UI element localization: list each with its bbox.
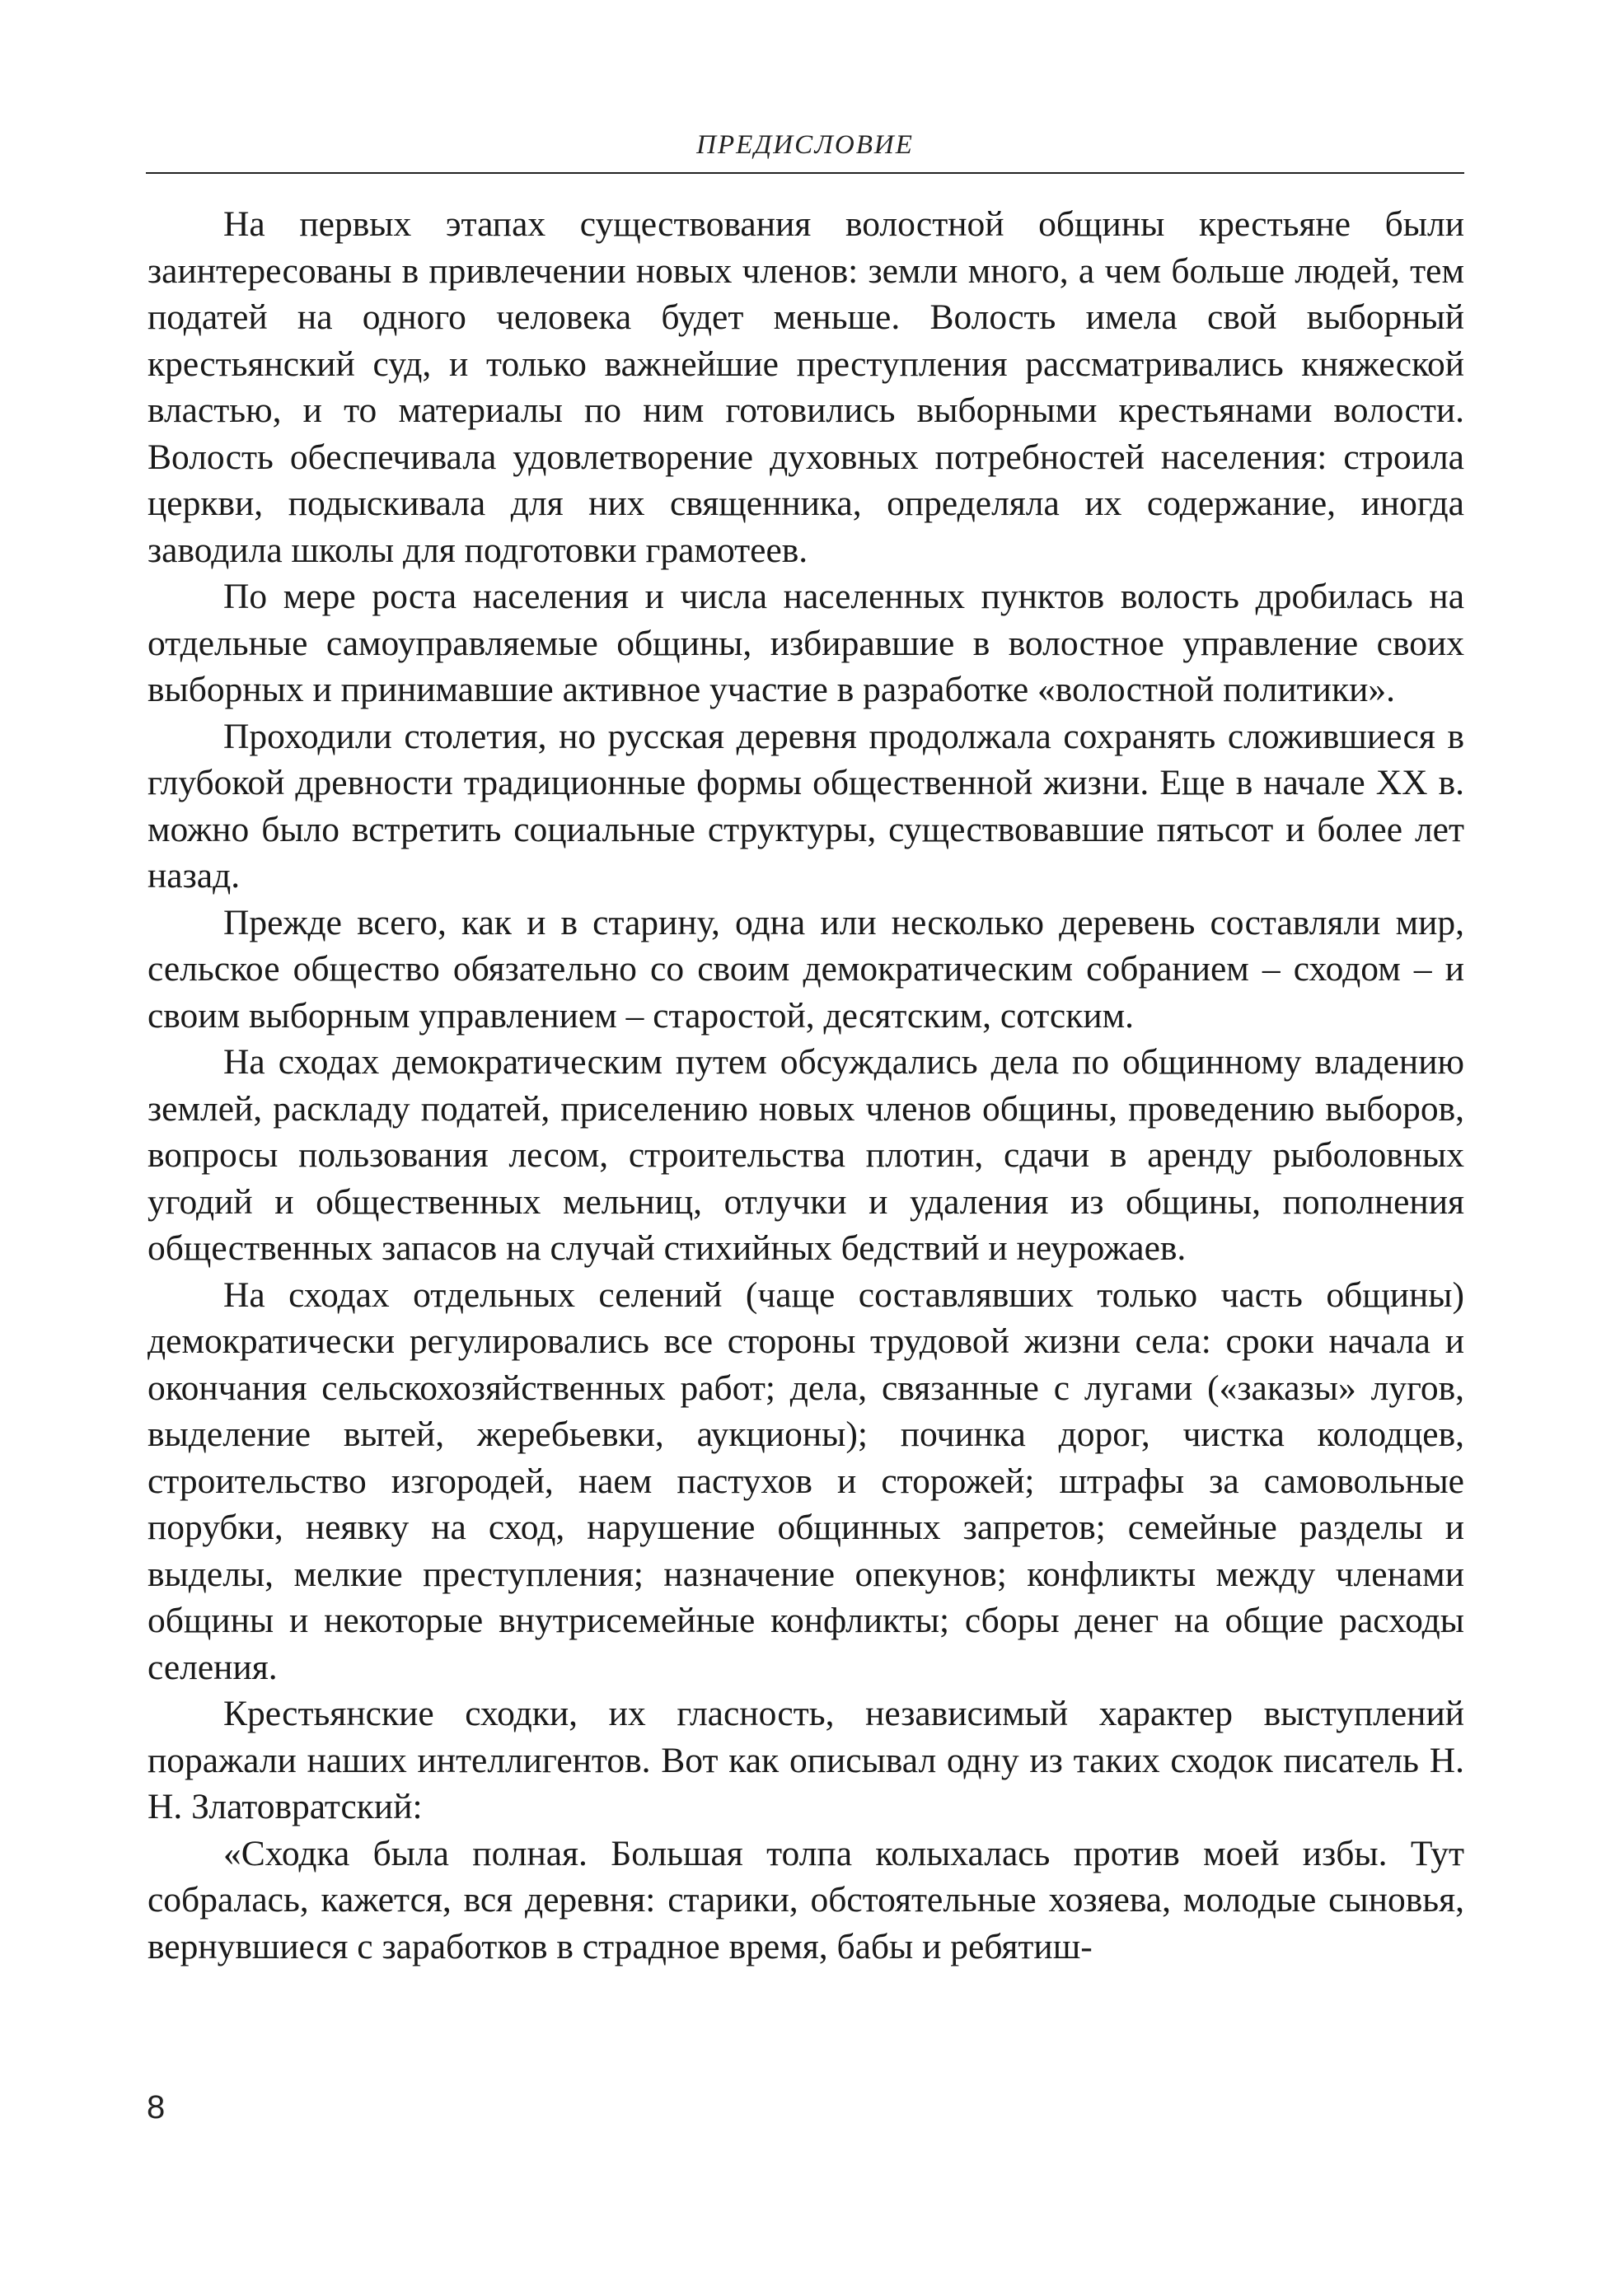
paragraph-8: «Сходка была полная. Большая толпа колыхалась против моей избы. Тут собралась, кажется, вся деревня: старики, обстоятельные хозяева, молодые сыновья, вернувшиеся с заработков в страдное время, бабы и ребятиш- <box>147 1833 1464 1966</box>
header-rule <box>146 172 1464 174</box>
running-head: ПРЕДИСЛОВИЕ <box>696 130 914 160</box>
page-number: 8 <box>147 2089 166 2125</box>
paragraph-7: Крестьянские сходки, их гласность, независимый характер выступлений поражали наших интеллигентов. Вот как описывал одну из таких сходок писатель Н. Н. Златовратский: <box>147 1694 1464 1826</box>
paragraph-2: По мере роста населения и числа населенных пунктов волость дробилась на отдельные самоуправляемые общины, избиравшие в волостное управление своих выборных и принимавшие активное участие в разработке «волостной политики». <box>147 577 1464 709</box>
paragraph-1: На первых этапах существования волостной общины крестьяне были заинтересованы в привлечении новых членов: земли много, а чем больше людей, тем податей на одного человека будет меньше. Волость имела свой выборный крестьянский суд, и только важнейшие преступления рассматривались княжеской властью, и то материалы по ним готовились выборными крестьянами волости. Волость обеспечивала удовлетворение духовных потребностей населения: строила церкви, подыскивала для них священника, определяла их содержание, иногда заводила школы для подготовки грамотеев. <box>147 204 1464 570</box>
paragraph-3: Проходили столетия, но русская деревня продолжала сохранять сложившиеся в глубокой древности традиционные формы общественной жизни. Еще в начале XX в. можно было встретить социальные структуры, существовавшие пятьсот и более лет назад. <box>147 716 1464 895</box>
body-text <box>147 201 1464 1970</box>
paragraph-5: На сходах демократическим путем обсуждались дела по общинному владению землей, раскладу податей, приселению новых членов общины, проведению выборов, вопросы пользования лесом, строительства плотин, сдачи в аренду рыболовных угодий и общественных мельниц, отлучки и удаления из общины, пополнения общественных запасов на случай стихийных бедствий и неурожаев. <box>147 1042 1464 1268</box>
paragraph-4: Прежде всего, как и в старину, одна или несколько деревень составляли мир, сельское общество обязательно со своим демократическим собранием – сходом – и своим выборным управлением – старостой, десятским, сотским. <box>147 902 1464 1036</box>
paragraph-6: На сходах отдельных селений (чаще составлявших только часть общины) демократически регулировались все стороны трудовой жизни села: сроки начала и окончания сельскохозяйственных работ; дела, связанные с лугами («заказы» лугов, выделение вытей, жеребьевки, аукционы); починка дорог, чистка колодцев, строительство изгородей, наем пастухов и сторожей; штрафы за самовольные порубки, неявку на сход, нарушение общинных запретов; семейные разделы и выделы, мелкие преступления; назначение опекунов; конфликты между членами общины и некоторые внутрисемейные конфликты; сборы денег на общие расходы селения. <box>147 1274 1464 1687</box>
